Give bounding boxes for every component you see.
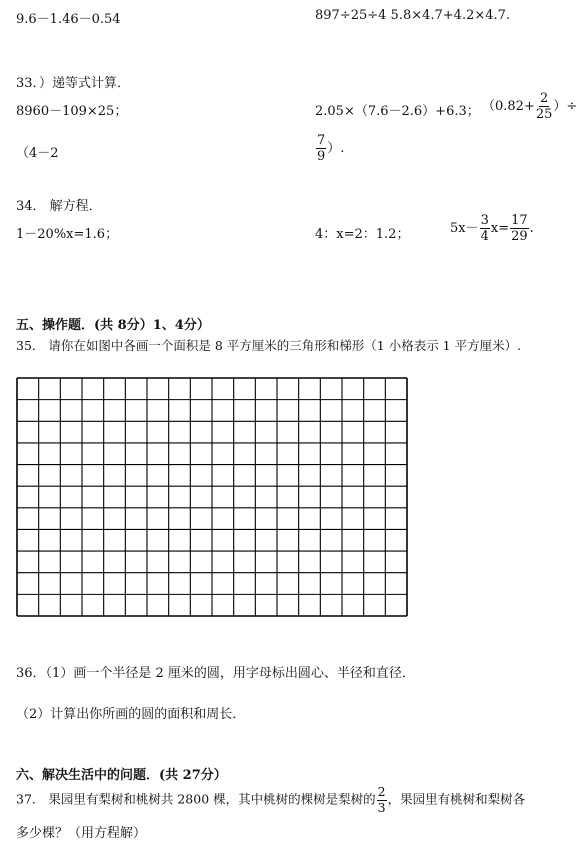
- q33-part3-end: [315, 134, 344, 163]
- q37-fraction-num: 2: [377, 784, 386, 799]
- q33-fraction-2-den: 9: [317, 149, 326, 164]
- q34-eq1: 1－20%x=1.6；: [16, 227, 119, 242]
- q33-part3-suffix: ）÷: [553, 99, 578, 114]
- q34-eq3-mid: x=: [490, 221, 510, 236]
- q33-part1: 8960－109×25；: [16, 104, 128, 119]
- q37-fraction-den: 3: [377, 799, 386, 815]
- q33-fraction-2-num: 7: [317, 133, 326, 148]
- q36-part1: 36．（1）画一个半径是 2 厘米的圆，用字母标出圆心、半径和直径．: [16, 666, 415, 681]
- q36-part2: （2）计算出你所画的圆的面积和周长．: [16, 707, 246, 722]
- q33-part3-tail: ）.: [327, 141, 345, 156]
- q33-fraction-1-num: 2: [539, 91, 549, 106]
- q33-part3-cont: （4－2: [16, 146, 59, 161]
- q34-fraction-2-num: 17: [511, 213, 528, 228]
- q34-title: 34． 解方程．: [16, 199, 102, 214]
- q34-fraction-2: [510, 214, 529, 243]
- q34-eq3: [450, 214, 534, 243]
- q37-text-b: ，果园里有桃树和梨树各: [387, 791, 526, 807]
- q37-line1: [16, 786, 525, 814]
- q33-title: 33．）递等式计算．: [16, 76, 131, 91]
- q34-fraction-1: [480, 214, 490, 243]
- q33-fraction-1-den: 25: [535, 107, 553, 122]
- q33-part3: [482, 92, 577, 121]
- q34-fraction-2-den: 29: [511, 229, 528, 244]
- section-5-heading: 五、操作题．(共 8分）1、4分）: [16, 318, 210, 333]
- q33-part2: 2.05×（7.6－2.6）+6.3；: [315, 104, 480, 119]
- section-6-heading: 六、解决生活中的问题．(共 27分）: [16, 768, 227, 783]
- expr-1: 9.6－1.46－0.54: [16, 12, 121, 27]
- q34-fraction-1-den: 4: [480, 229, 489, 244]
- q33-part3-prefix: （0.82+: [482, 99, 535, 114]
- expr-2: 897÷25÷4 5.8×4.7+4.2×4.7.: [315, 8, 511, 23]
- q37-text-a: 37． 果园里有梨树和桃树共 2800 棵，其中桃树的棵树是梨树的: [16, 791, 376, 807]
- q34-eq3-tail: .: [529, 221, 534, 236]
- q33-fraction-1: [536, 92, 553, 121]
- q34-fraction-1-num: 3: [480, 213, 489, 228]
- q33-fraction-2: [316, 134, 326, 163]
- q37-line2: 多少棵？（用方程解）: [16, 826, 147, 841]
- q34-eq3-prefix: 5x－: [450, 221, 479, 236]
- square-grid[interactable]: [16, 377, 408, 617]
- q34-eq2: 4：x=2：1.2；: [315, 227, 410, 242]
- q37-fraction: [377, 786, 387, 814]
- q35-text: 35． 请你在如图中各画一个面积是 8 平方厘米的三角形和梯形（1 小格表示 1 平方厘米）.: [16, 338, 522, 353]
